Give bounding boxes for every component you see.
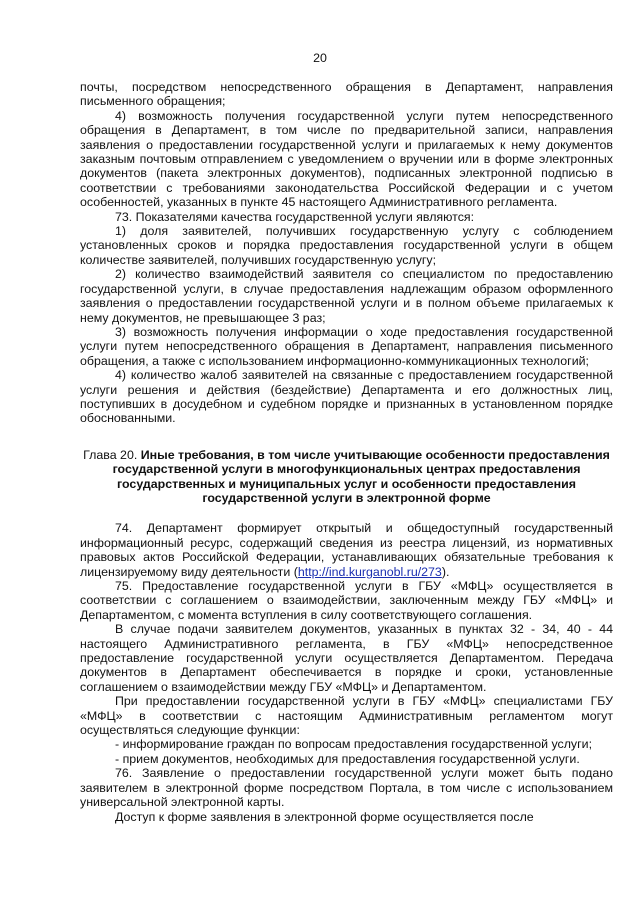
chapter-title: Иные требования, в том числе учитывающие особенности предоставления государственной услуги в многофункциональных центрах предоставления государственных и муниципальных услуг и особенности предоставления государственной услуги в электронной форме: [112, 447, 610, 505]
paragraph: 4) количество жалоб заявителей на связанные с предоставлением государственной услуги решения и действия (бездействие) Департамента и его должностных лиц, поступивших в досудебном и судебном порядке и признанных в установленном порядке обоснованными.: [80, 368, 613, 426]
paragraph: В случае подачи заявителем документов, указанных в пунктах 32 - 34, 40 - 44 настоящего Административного регламента, в ГБУ «МФЦ» непосредственное предоставление государственной услуги осуществляется Департаментом. Передача документов в Департамент обеспечивается в порядке и сроки, установленные соглашением о взаимодействии между ГБУ «МФЦ» и Департаментом.: [80, 622, 613, 694]
paragraph-text: ).: [441, 564, 450, 579]
paragraph-text: 74. Департамент формирует открытый и общедоступный государственный информационный ресурс, содержащий сведения из реестра лицензий, из нормативных правовых актов Российской Федерации, устанавливающих обязательные требования к лицензируемому виду деятельности (: [80, 521, 613, 579]
paragraph: 76. Заявление о предоставлении государственной услуги может быть подано заявителем в электронной форме посредством Портала, в том числе с использованием универсальной электронной карты.: [80, 766, 613, 810]
paragraph: Доступ к форме заявления в электронной форме осуществляется после: [115, 809, 534, 824]
registry-link[interactable]: http://ind.kurganobl.ru/273: [297, 564, 442, 579]
list-item: - информирование граждан по вопросам предоставления государственной услуги;: [115, 737, 593, 752]
paragraph: 1) доля заявителей, получивших государственную услугу с соблюдением установленных сроков и порядка предоставления государственной услуги в общем количестве заявителей, получивших государственную услугу;: [80, 224, 613, 267]
document-body: [80, 80, 613, 824]
paragraph: 3) возможность получения информации о ходе предоставления государственной услуги путем непосредственного обращения в Департамент, направления письменного обращения, а также с использованием информационно-коммуникационных технологий;: [80, 324, 613, 368]
paragraph: 75. Предоставление государственной услуги в ГБУ «МФЦ» осуществляется в соответствии с соглашением о взаимодействии, заключенным между ГБУ «МФЦ» и Департаментом, с момента вступления в силу соответствующего соглашения.: [80, 579, 613, 622]
paragraph: [80, 521, 613, 579]
paragraph: почты, посредством непосредственного обращения в Департамент, направления письменного обращения;: [80, 80, 613, 109]
paragraph: 73. Показателями качества государственной услуги являются:: [115, 209, 475, 224]
paragraph: 4) возможность получения государственной услуги путем непосредственного обращения в Департамент, в том числе по предварительной записи, направления заявления о предоставлении государственной услуги и прилагаемых к нему документов заказным почтовым отправлением с уведомлением о вручении или в форме электронных документов (пакета электронных документов), подписанных электронной подписью в соответствии с требованиями законодательства Российской Федерации и с учетом особенностей, указанных в пункте 45 настоящего Административного регламента.: [80, 108, 613, 210]
page-number: 20: [313, 51, 327, 65]
list-item: - прием документов, необходимых для предоставления государственной услуги.: [115, 751, 580, 766]
chapter-number: Глава 20.: [83, 447, 138, 462]
paragraph: 2) количество взаимодействий заявителя со специалистом по предоставлению государственной услуги, в случае предоставления надлежащим образом оформленного заявления о предоставлении государственной услуги и в полном объеме прилагаемых к нему документов, не превышающее 3 раз;: [80, 267, 613, 325]
paragraph: При предоставлении государственной услуги в ГБУ «МФЦ» специалистами ГБУ «МФЦ» в соответствии с настоящим Административным регламентом могут осуществляться следующие функции:: [80, 694, 613, 738]
chapter-heading: [80, 448, 613, 506]
